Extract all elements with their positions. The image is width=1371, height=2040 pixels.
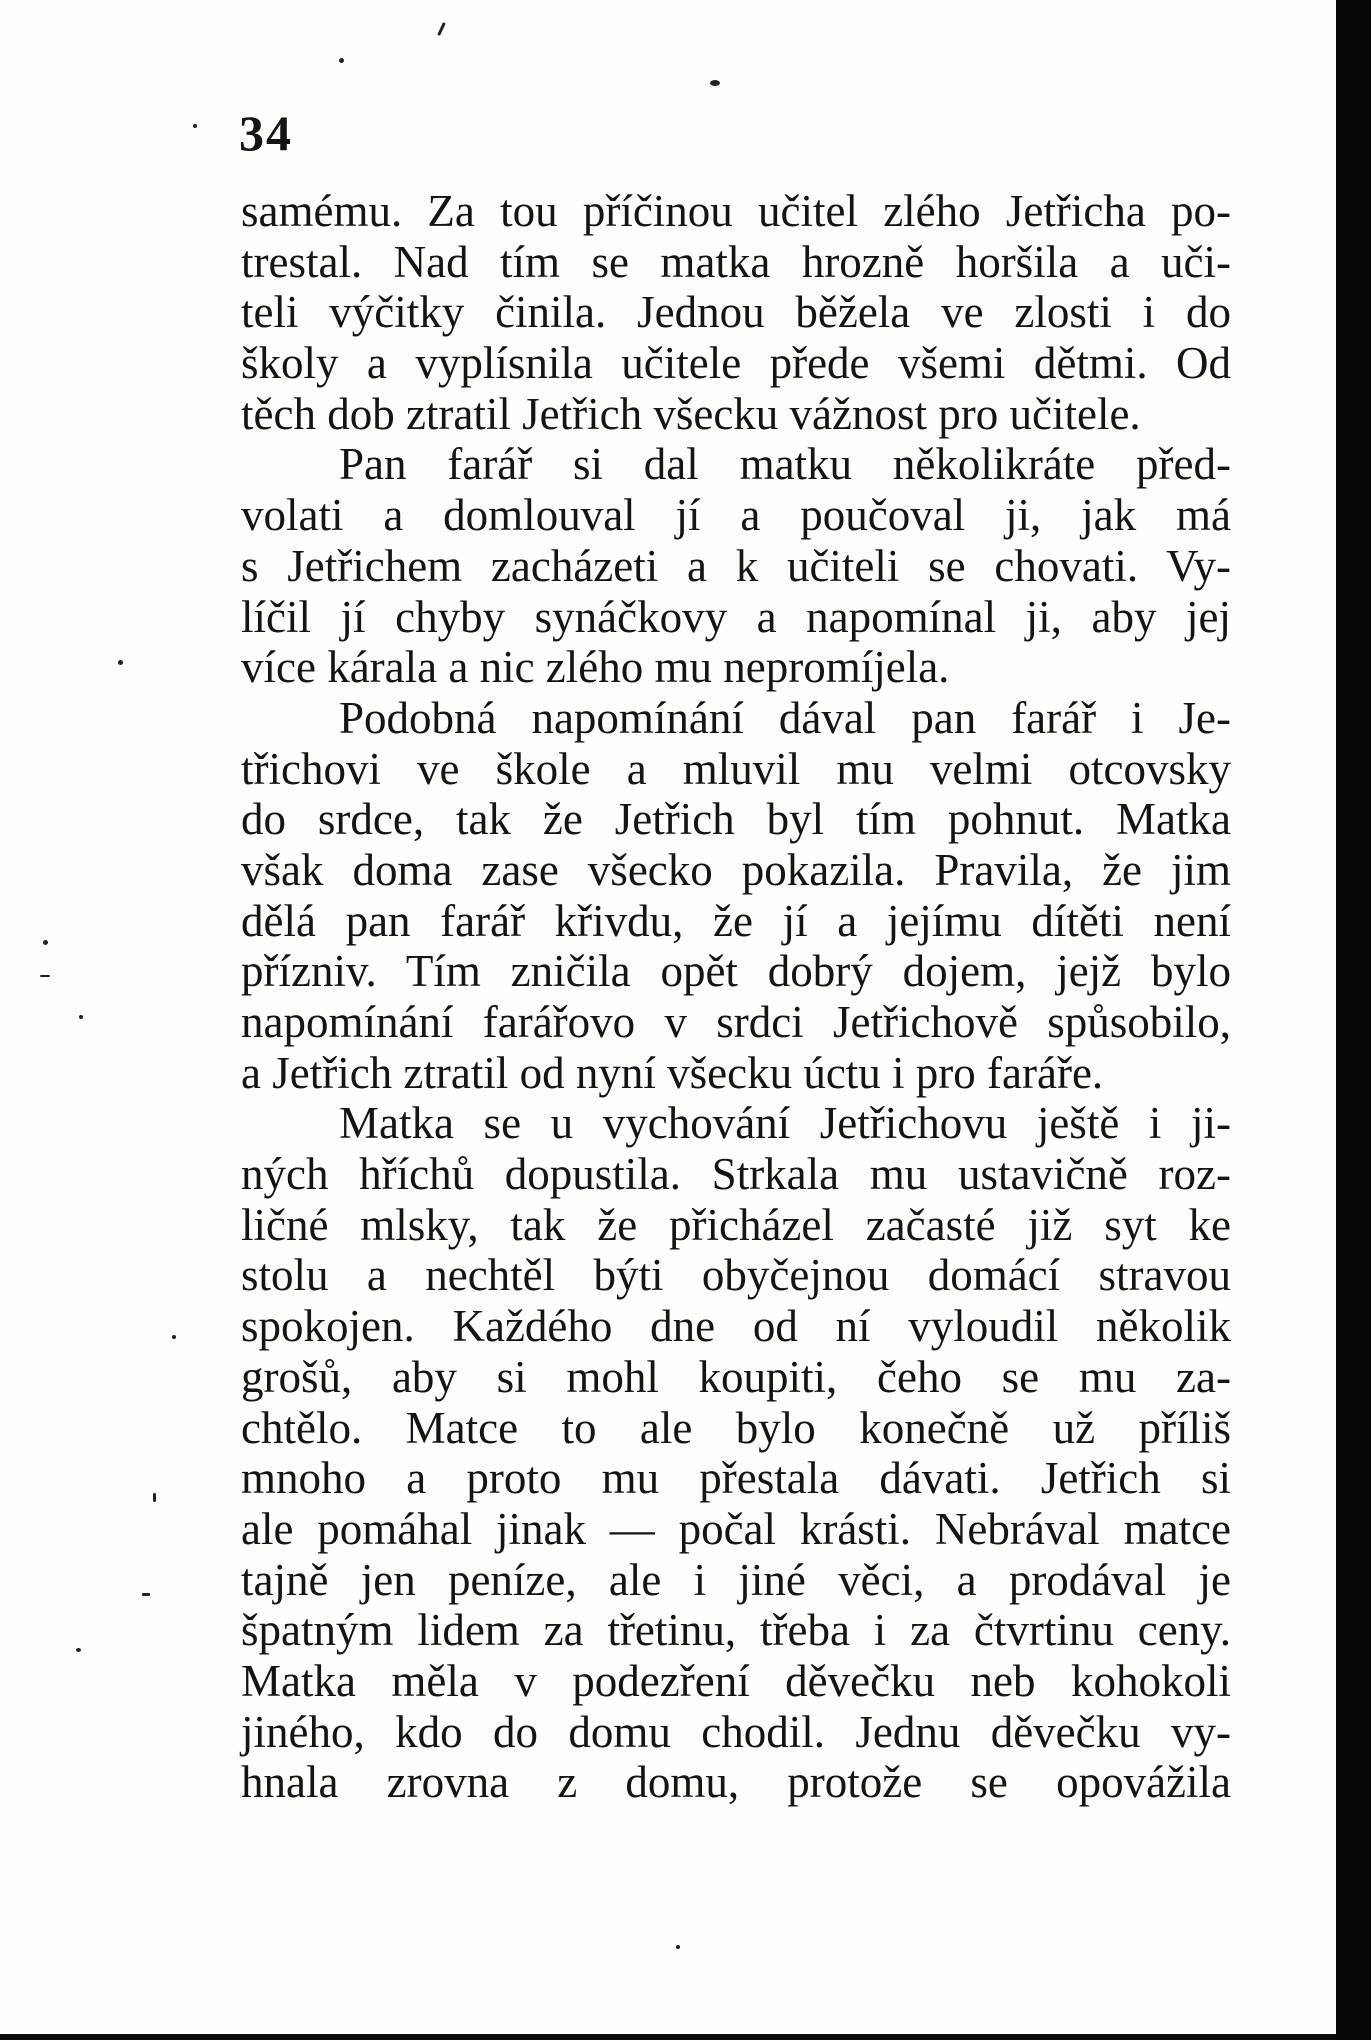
scan-speck xyxy=(172,1335,176,1339)
scan-speck xyxy=(40,975,50,977)
text-line: trestal. Nad tím se matka hrozně horšila a uči- xyxy=(241,236,1231,287)
scan-speck xyxy=(153,1493,156,1502)
text-line: však doma zase všecko pokazila. Pravila, že jim xyxy=(241,844,1231,895)
scan-border xyxy=(1336,0,1371,2040)
text-line: více kárala a nic zlého mu nepromíjela. xyxy=(241,642,950,693)
text-line: spokojen. Každého dne od ní vyloudil několik xyxy=(241,1301,1231,1352)
text-line: přízniv. Tím zničila opět dobrý dojem, jejž bylo xyxy=(241,946,1231,997)
text-line: ale pomáhal jinak — počal krásti. Nebrával matce xyxy=(241,1503,1231,1554)
text-line: teli výčitky činila. Jednou běžela ve zlosti i do xyxy=(241,287,1231,338)
text-line: chtělo. Matce to ale bylo konečně už příliš xyxy=(241,1402,1231,1453)
scan-speck xyxy=(79,1015,83,1019)
text-line: hnala zrovna z domu, protože se opovážila xyxy=(241,1757,1231,1808)
scan-speck xyxy=(142,1593,150,1596)
text-line: do srdce, tak že Jetřich byl tím pohnut. Matka xyxy=(241,794,1231,845)
text-line: s Jetřichem zacházeti a k učiteli se chovati. Vy- xyxy=(241,540,1231,591)
text-line: ných hříchů dopustila. Strkala mu ustavičně roz- xyxy=(241,1149,1231,1200)
text-line: a Jetřich ztratil od nyní všecku úctu i pro faráře. xyxy=(241,1047,1104,1098)
text-line: dělá pan farář křivdu, že jí a jejímu dítěti není xyxy=(241,895,1231,946)
text-line: mnoho a proto mu přestala dávati. Jetřich si xyxy=(241,1453,1231,1504)
scan-speck xyxy=(710,80,720,86)
text-line: Pan farář si dal matku několikráte před- xyxy=(339,439,1231,490)
text-line: těch dob ztratil Jetřich všecku vážnost pro učitele. xyxy=(241,388,1141,439)
scan-speck xyxy=(118,660,123,665)
text-line: líčil jí chyby synáčkovy a napomínal ji, aby jej xyxy=(241,591,1231,642)
text-line: Podobná napomínání dával pan farář i Je- xyxy=(339,692,1231,743)
text-line: grošů, aby si mohl koupiti, čeho se mu za- xyxy=(241,1351,1231,1402)
text-line: školy a vyplísnila učitele přede všemi dětmi. Od xyxy=(241,338,1231,389)
text-line: stolu a nechtěl býti obyčejnou domácí stravou xyxy=(241,1250,1231,1301)
scan-speck xyxy=(193,124,197,128)
text-line: samému. Za tou příčinou učitel zlého Jetřicha po- xyxy=(241,186,1231,236)
text-line: napomínání farářovo v srdci Jetřichově spůsobilo, xyxy=(241,997,1231,1047)
text-line: Matka se u vychování Jetřichovu ještě i ji- xyxy=(339,1098,1231,1149)
text-line: třichovi ve škole a mluvil mu velmi otcovsky xyxy=(241,743,1231,794)
scan-speck xyxy=(43,940,48,945)
scan-speck xyxy=(339,58,344,63)
scan-speck xyxy=(437,22,446,36)
text-line: ličné mlsky, tak že přicházel začasté již syt ke xyxy=(241,1199,1231,1250)
text-line: volati a domlouval jí a poučoval ji, jak má xyxy=(241,490,1231,541)
text-line: Matka měla v podezření děvečku neb kohokoli xyxy=(241,1655,1231,1706)
text-line: špatným lidem za třetinu, třeba i za čtvrtinu ceny. xyxy=(241,1605,1231,1656)
page-text xyxy=(241,186,1231,1808)
scan-speck xyxy=(676,1945,680,1949)
text-line: jiného, kdo do domu chodil. Jednu děvečku vy- xyxy=(241,1706,1231,1757)
text-line: tajně jen peníze, ale i jiné věci, a prodával je xyxy=(241,1554,1231,1605)
scan-speck xyxy=(76,1648,81,1652)
page-number: 34 xyxy=(239,105,293,161)
